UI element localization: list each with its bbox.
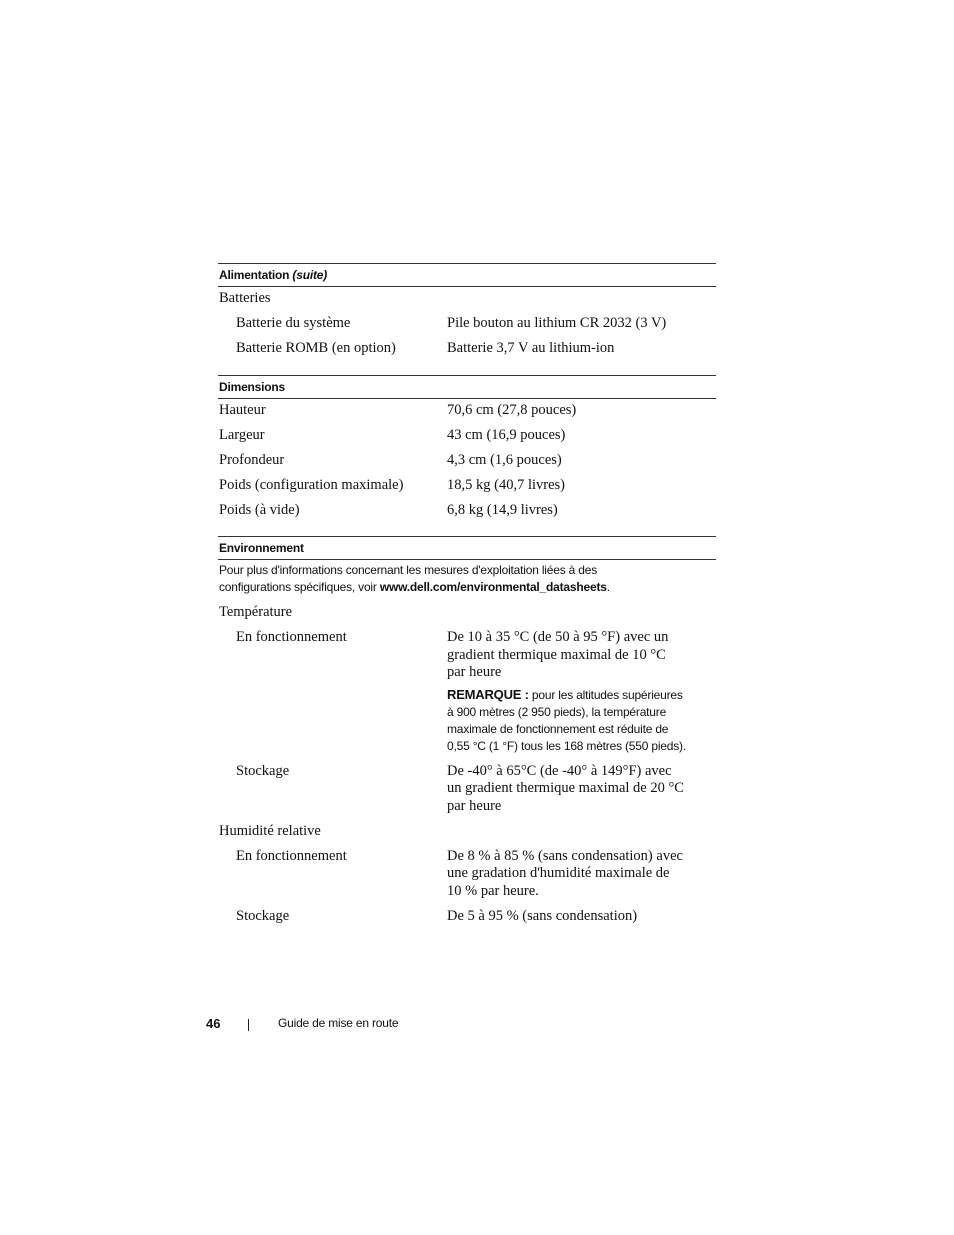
note-label: REMARQUE : bbox=[447, 686, 529, 702]
spec-row bbox=[218, 452, 716, 477]
spec-row bbox=[218, 848, 716, 908]
section-header-alimentation bbox=[218, 263, 716, 287]
spec-value: De 5 à 95 % (sans condensation) bbox=[447, 907, 638, 924]
spec-row bbox=[218, 763, 716, 823]
section-header-environnement bbox=[218, 536, 716, 560]
spec-value: 18,5 kg (40,7 livres) bbox=[447, 477, 565, 493]
value-line: De -40° à 65°C (de -40° à 149°F) avec bbox=[447, 762, 672, 779]
spec-label: Stockage bbox=[236, 907, 290, 924]
value-line: une gradation d'humidité maximale de bbox=[447, 865, 670, 881]
spec-row bbox=[218, 402, 716, 427]
value-line: par heure bbox=[447, 664, 502, 680]
note-text: pour les altitudes supérieures bbox=[531, 687, 683, 702]
spec-value: 43 cm (16,9 pouces) bbox=[447, 427, 566, 443]
spec-value: Pile bouton au lithium CR 2032 (3 V) bbox=[447, 315, 667, 331]
spec-label: En fonctionnement bbox=[236, 629, 347, 645]
note-line: maximale de fonctionnement est réduite de bbox=[447, 721, 669, 736]
intro-text: configurations spécifiques, voir bbox=[219, 580, 377, 594]
spec-row bbox=[218, 823, 716, 848]
spec-value bbox=[447, 848, 703, 908]
spec-row bbox=[218, 427, 716, 452]
value-line: par heure bbox=[447, 797, 502, 814]
section-header-dimensions bbox=[218, 375, 716, 399]
spec-value bbox=[447, 629, 703, 756]
spec-row bbox=[218, 604, 716, 629]
note-line: 0,55 °C (1 °F) tous les 168 mètres (550 pieds). bbox=[447, 738, 686, 753]
page-number: 46 bbox=[206, 1016, 221, 1031]
spec-label: Température bbox=[219, 604, 293, 620]
note-block bbox=[447, 686, 703, 756]
value-line: 10 % par heure. bbox=[447, 882, 539, 899]
footer-separator bbox=[248, 1019, 249, 1031]
spec-value: 6,8 kg (14,9 livres) bbox=[447, 502, 558, 518]
value-line: un gradient thermique maximal de 20 °C bbox=[447, 780, 684, 796]
section-title: Alimentation bbox=[219, 268, 290, 282]
spec-label: Poids (à vide) bbox=[219, 502, 300, 518]
spec-label: Poids (configuration maximale) bbox=[219, 477, 404, 493]
spec-table bbox=[218, 263, 716, 933]
spec-row bbox=[218, 477, 716, 502]
spec-value: Batterie 3,7 V au lithium-ion bbox=[447, 340, 615, 356]
spec-label: En fonctionnement bbox=[236, 847, 347, 864]
environment-intro bbox=[218, 562, 716, 604]
value-line: De 10 à 35 °C (de 50 à 95 °F) avec un bbox=[447, 629, 669, 645]
spec-label: Humidité relative bbox=[219, 822, 321, 839]
spec-row bbox=[218, 629, 716, 756]
value-line: gradient thermique maximal de 10 °C bbox=[447, 646, 666, 663]
page-footer bbox=[0, 1016, 954, 1036]
spec-label: Batterie ROMB (en option) bbox=[236, 340, 396, 356]
spec-label: Batteries bbox=[219, 290, 271, 306]
spec-label: Batterie du système bbox=[236, 315, 351, 331]
spec-value: 4,3 cm (1,6 pouces) bbox=[447, 452, 562, 468]
spec-value: 70,6 cm (27,8 pouces) bbox=[447, 402, 577, 418]
note-line: à 900 mètres (2 950 pieds), la température bbox=[447, 704, 667, 719]
spec-label: Stockage bbox=[236, 762, 290, 779]
datasheets-link[interactable]: www.dell.com/environmental_datasheets bbox=[379, 580, 607, 594]
spec-label: Largeur bbox=[219, 427, 265, 443]
spec-row bbox=[218, 340, 716, 375]
spec-row bbox=[218, 315, 716, 340]
spec-label: Profondeur bbox=[219, 452, 285, 468]
section-title: Dimensions bbox=[219, 380, 286, 394]
footer-title: Guide de mise en route bbox=[278, 1016, 399, 1030]
intro-line: Pour plus d'informations concernant les mesures d'exploitation liées à des bbox=[219, 563, 597, 577]
section-title-suffix: (suite) bbox=[292, 268, 328, 282]
value-line: De 8 % à 85 % (sans condensation) avec bbox=[447, 847, 683, 864]
intro-text: . bbox=[606, 580, 610, 594]
spec-row bbox=[218, 908, 716, 933]
spec-row bbox=[218, 502, 716, 536]
section-title: Environnement bbox=[219, 541, 304, 555]
spec-value bbox=[447, 763, 703, 823]
spec-label: Hauteur bbox=[219, 402, 266, 418]
note-line bbox=[447, 686, 703, 704]
intro-line bbox=[219, 579, 716, 596]
spec-row bbox=[218, 290, 716, 315]
